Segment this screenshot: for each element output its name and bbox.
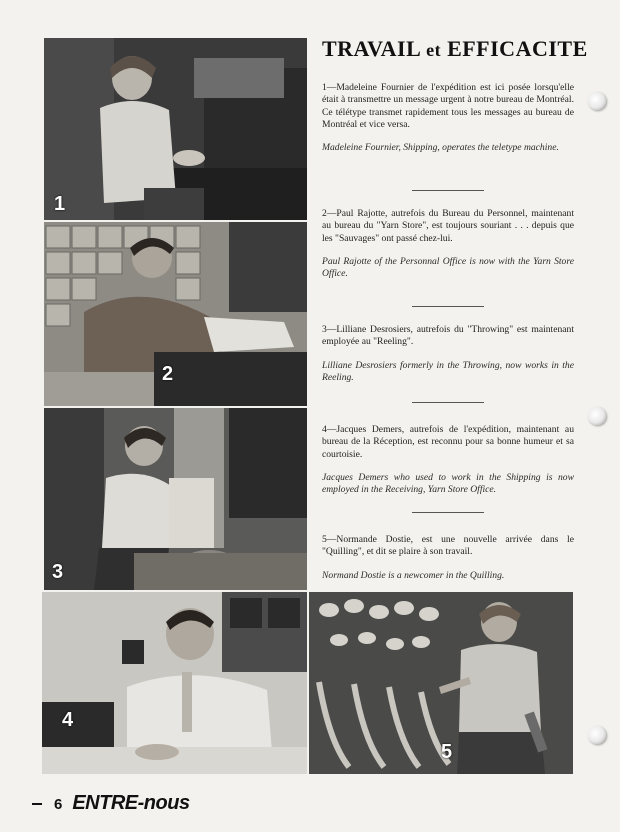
separator-1	[412, 190, 484, 191]
page-number: 6	[54, 796, 63, 813]
caption-4-french: 4—Jacques Demers, autrefois de l'expédition, maintenant au bureau de la Réception, est reconnu pour sa bonne humeur et sa courtoisie.	[322, 424, 574, 460]
caption-3-english: Lilliane Desrosiers formerly in the Throwing, now works in the Reeling.	[322, 359, 574, 383]
binder-hole-top	[588, 92, 606, 110]
page-footer	[32, 792, 190, 815]
photo-3-reeling-worker	[44, 408, 307, 590]
footer-dash	[32, 803, 42, 805]
photo-2-image	[44, 222, 307, 406]
separator-4	[412, 512, 484, 513]
photo-3-number: 3	[52, 561, 64, 583]
photo-4-number: 4	[62, 709, 74, 731]
separator-2	[412, 306, 484, 307]
photo-2-number: 2	[162, 363, 174, 385]
photo-5-quilling-worker	[309, 592, 573, 774]
photo-3-image	[44, 408, 307, 590]
page-title	[322, 36, 588, 62]
binder-hole-middle	[588, 407, 606, 425]
caption-4	[322, 424, 574, 496]
publication-name: ENTRE-nous	[72, 792, 190, 814]
photo-4-image	[42, 592, 307, 774]
caption-1-french: 1—Madeleine Fournier de l'expédition est ici posée lorsqu'elle était à transmettre un message urgent à notre bureau de Montréal. Ce télétype transmet rapidement tous les messages au bureau de Montréal et vice versa.	[322, 82, 574, 130]
caption-5-english: Normand Dostie is a newcomer in the Quilling.	[322, 569, 505, 581]
caption-5-french: 5—Normande Dostie, est une nouvelle arrivée dans le "Quilling", et dit se plaire à son travail.	[322, 534, 574, 558]
photo-5-number: 5	[441, 741, 453, 763]
caption-2	[322, 208, 574, 280]
caption-1	[322, 82, 574, 154]
caption-4-english: Jacques Demers who used to work in the Shipping is now employed in the Receiving, Yarn Store Office.	[322, 471, 574, 496]
caption-2-french: 2—Paul Rajotte, autrefois du Bureau du Personnel, maintenant au bureau du "Yarn Store", est toujours souriant . . . depuis que les "Sauvages" ont passé chez-lui.	[322, 208, 574, 244]
photo-1-teletype-operator	[44, 38, 307, 220]
caption-1-english: Madeleine Fournier, Shipping, operates the teletype machine.	[322, 142, 559, 154]
title-word-efficacite: EFFICACITE	[447, 36, 588, 61]
caption-2-english: Paul Rajotte of the Personnal Office is now with the Yarn Store Office.	[322, 255, 574, 280]
photo-4-receiving-office	[42, 592, 307, 774]
photo-1-image	[44, 38, 307, 220]
caption-3	[322, 324, 574, 384]
photo-2-office-desk	[44, 222, 307, 406]
title-word-travail: TRAVAIL	[322, 36, 421, 61]
binder-hole-bottom	[588, 726, 606, 744]
caption-3-french: 3—Lilliane Desrosiers, autrefois du "Throwing" est maintenant employée au "Reeling".	[322, 324, 574, 348]
separator-3	[412, 402, 484, 403]
photo-1-number: 1	[54, 193, 66, 215]
caption-5	[322, 534, 574, 582]
title-word-et: et	[426, 40, 442, 60]
